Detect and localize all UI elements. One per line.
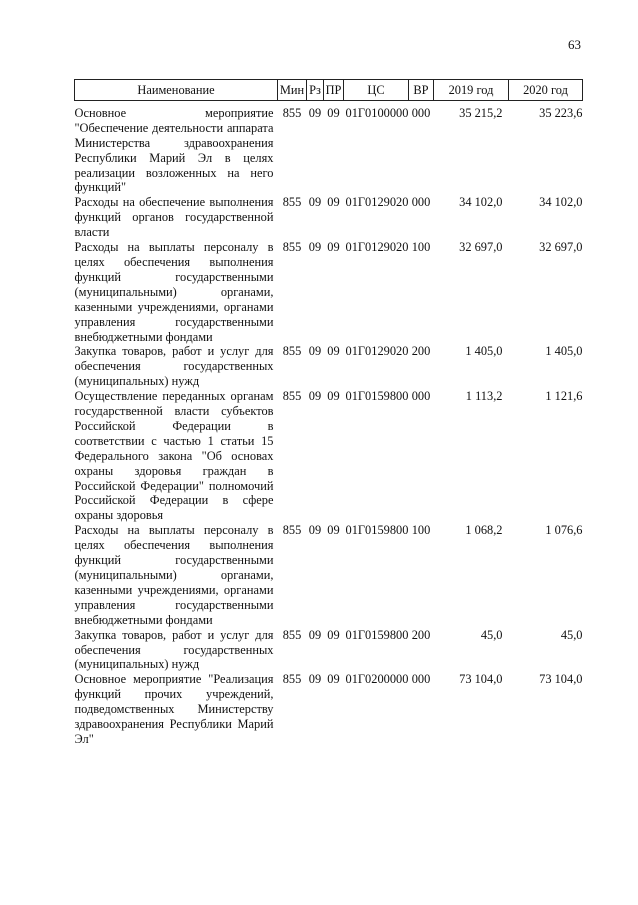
row-2019: 35 215,2: [459, 105, 503, 120]
row-name: Закупка товаров, работ и услуг для обеспечения государственных (муниципальных) нужд: [74, 344, 274, 389]
row-cs: 01Г0129020: [345, 240, 409, 255]
row-min: 855: [282, 627, 302, 642]
table-row: [75, 389, 583, 523]
row-2020: 34 102,0: [539, 195, 583, 210]
row-min: 855: [282, 672, 302, 687]
row-rz: 09: [308, 627, 322, 642]
row-2019: 73 104,0: [459, 672, 503, 687]
row-vr: 000: [411, 195, 431, 210]
row-min: 855: [282, 195, 302, 210]
header-vr: ВР: [409, 80, 434, 101]
row-min: 855: [282, 389, 302, 404]
row-vr: 000: [411, 672, 431, 687]
row-pr: 09: [327, 240, 340, 255]
row-name: Осуществление переданных органам государственной власти субъектов Российской Федерации в соответствии с частью 1 статьи 15 Федерального закона "Об основах охраны здоровья граждан в Российской Федерации" полномочий Российской Федерации в сфере охраны здоровья: [74, 389, 274, 523]
row-name: Основное мероприятие "Обеспечение деятельности аппарата Министерства здравоохранения Республики Марий Эл в целях реализации возложенных на него функций": [74, 105, 274, 195]
row-min: 855: [282, 240, 302, 255]
budget-table: [74, 79, 583, 747]
table-row: [75, 240, 583, 344]
row-rz: 09: [308, 195, 322, 210]
row-name: Расходы на выплаты персоналу в целях обеспечения выполнения функций государственными (муниципальными) органами, казенными учреждениями, органами управления государственными внебюджетными фондами: [74, 523, 274, 627]
row-vr: 200: [411, 627, 431, 642]
row-min: 855: [282, 105, 302, 120]
header-cs: ЦС: [344, 80, 409, 101]
row-pr: 09: [327, 672, 340, 687]
row-name: Расходы на обеспечение выполнения функций органов государственной власти: [74, 195, 274, 240]
row-2019: 45,0: [480, 627, 503, 642]
row-2020: 1 121,6: [545, 389, 583, 404]
row-2019: 1 068,2: [465, 523, 503, 538]
row-pr: 09: [327, 389, 340, 404]
table-row: [75, 195, 583, 240]
row-pr: 09: [327, 627, 340, 642]
row-vr: 200: [411, 344, 431, 359]
table-row: [75, 628, 583, 673]
row-pr: 09: [327, 523, 340, 538]
header-2019: 2019 год: [434, 80, 509, 101]
row-2020: 1 076,6: [545, 523, 583, 538]
row-vr: 100: [411, 523, 431, 538]
row-vr: 000: [411, 389, 431, 404]
row-name: Основное мероприятие "Реализация функций прочих учреждений, подведомственных Министерству здравоохранения Республики Марий Эл": [74, 672, 274, 746]
row-cs: 01Г0200000: [345, 672, 409, 687]
row-rz: 09: [308, 344, 322, 359]
table-body: [75, 100, 583, 746]
row-2020: 35 223,6: [539, 105, 583, 120]
header-row: [75, 80, 583, 101]
row-2019: 1 405,0: [465, 344, 503, 359]
row-rz: 09: [308, 240, 322, 255]
row-cs: 01Г0100000: [345, 105, 409, 120]
row-pr: 09: [327, 344, 340, 359]
row-vr: 100: [411, 240, 431, 255]
row-rz: 09: [308, 672, 322, 687]
row-cs: 01Г0129020: [345, 344, 409, 359]
row-2020: 32 697,0: [539, 240, 583, 255]
row-name: Расходы на выплаты персоналу в целях обеспечения выполнения функций государственными (муниципальными) органами, казенными учреждениями, органами управления государственными внебюджетными фондами: [74, 240, 274, 344]
header-name: Наименование: [75, 80, 278, 101]
row-2019: 32 697,0: [459, 240, 503, 255]
header-rz: Рз: [307, 80, 324, 101]
row-cs: 01Г0129020: [345, 195, 409, 210]
header-min: Мин: [278, 80, 307, 101]
row-cs: 01Г0159800: [345, 627, 409, 642]
table-row: [75, 523, 583, 627]
row-cs: 01Г0159800: [345, 523, 409, 538]
row-min: 855: [282, 344, 302, 359]
row-pr: 09: [327, 105, 340, 120]
row-rz: 09: [308, 523, 322, 538]
row-2019: 34 102,0: [459, 195, 503, 210]
row-pr: 09: [327, 195, 340, 210]
table-row: [75, 100, 583, 195]
row-cs: 01Г0159800: [345, 389, 409, 404]
row-2020: 1 405,0: [545, 344, 583, 359]
row-2020: 45,0: [560, 627, 583, 642]
header-pr: ПР: [324, 80, 344, 101]
row-2020: 73 104,0: [539, 672, 583, 687]
header-2020: 2020 год: [509, 80, 583, 101]
row-vr: 000: [411, 105, 431, 120]
table-header: [75, 80, 583, 101]
table-row: [75, 344, 583, 389]
page-number: 63: [568, 37, 581, 52]
row-rz: 09: [308, 389, 322, 404]
row-rz: 09: [308, 105, 322, 120]
row-2019: 1 113,2: [465, 389, 503, 404]
table-row: [75, 672, 583, 747]
row-min: 855: [282, 523, 302, 538]
row-name: Закупка товаров, работ и услуг для обеспечения государственных (муниципальных) нужд: [74, 627, 274, 672]
